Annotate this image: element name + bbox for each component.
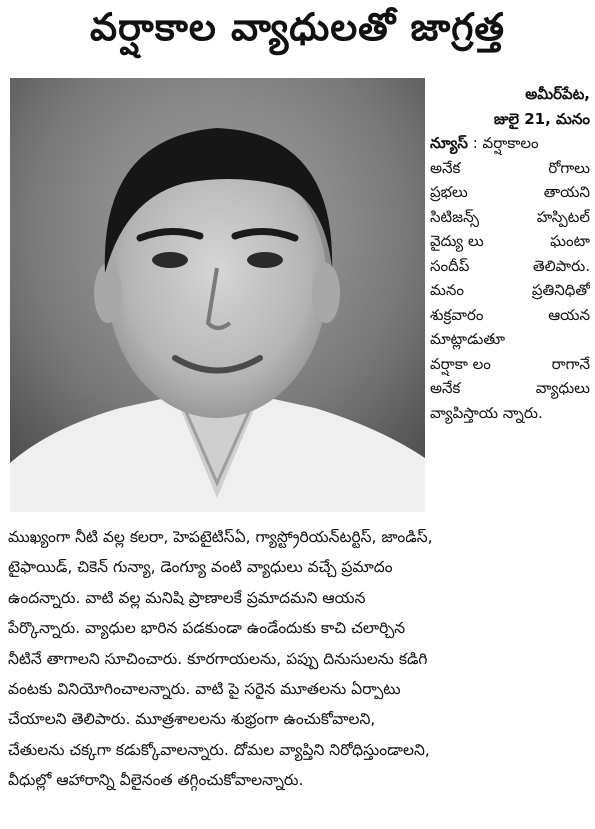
portrait-illustration xyxy=(10,78,425,512)
column-word: హస్పిటల్ xyxy=(536,207,590,226)
body-line: చేతులను చక్కగా కడుక్కోవాలన్నారు. దోమల వ్యాప్తిని నిరోధిస్తుండాలని, xyxy=(8,740,430,759)
column-line xyxy=(430,254,590,279)
body-line: టైఫాయిడ్, చికెన్ గున్యా, డెంగ్యూ వంటి వ్యాధులు వచ్చే ప్రమాదం xyxy=(8,558,393,577)
body-line: వీధుల్లో ఆహారాన్ని వీలైనంత తగ్గించుకోవాలన్నారు. xyxy=(8,771,304,790)
column-line xyxy=(430,180,590,205)
column-word: వ్యాధులు xyxy=(535,379,590,397)
column-word: అనేక xyxy=(430,379,461,397)
column-word: శుక్రవారం xyxy=(430,305,484,324)
column-word: ప్రతినిధితో xyxy=(531,281,590,299)
column-word: వర్షాకా లం xyxy=(430,354,491,373)
body-line: పేర్కొన్నారు. వ్యాధుల భారిన పడకుండా ఉండేందుకు కాచి చలార్చిన xyxy=(8,619,406,638)
column-line xyxy=(430,352,590,377)
headline: వర్షాకాల వ్యాధులతో జాగ్రత్త xyxy=(90,5,505,49)
column-word: వ్యాపిస్తాయ న్నారు. xyxy=(430,403,543,422)
dateline-source-rest: : వర్షాకాలం xyxy=(472,134,539,152)
body-line: ముఖ్యంగా నీటి వల్ల కలరా, హెపటైటిస్‌ఏ, గ్యాస్ట్రోరియన్‌టర్టిస్, జాండిస్, xyxy=(8,528,433,546)
column-word: ఘంటా xyxy=(550,232,590,250)
column-line xyxy=(430,278,590,303)
column-word: సందీప్ xyxy=(430,256,470,275)
column-word: సిటిజన్స్ xyxy=(430,207,479,226)
column-line xyxy=(430,303,590,328)
column-word: రోగాలు xyxy=(548,158,590,177)
body-line: నీటినే తాగాలని సూచించారు. కూరగాయలను, పప్పు దినుసులను కడిగి xyxy=(8,649,428,668)
body-line: చేయాలని తెలిపారు. మూత్రశాలలను శుభ్రంగా ఉంచుకోవాలని, xyxy=(8,710,376,729)
column-word: ఆయన xyxy=(548,305,590,324)
column-word: మనం xyxy=(430,281,465,299)
column-word: మాట్లాడుతూ xyxy=(430,330,506,348)
column-word: వైద్యు లు xyxy=(430,232,484,250)
column-word: తెలిపారు. xyxy=(533,256,590,275)
column-word: తాయని xyxy=(543,183,590,201)
column-line xyxy=(430,327,590,352)
column-line xyxy=(430,401,590,426)
column-line xyxy=(430,376,590,401)
article-body xyxy=(8,522,588,796)
body-line: వంటకు వినియోగించాలన్నారు. వాటి పై సరైన మూతలను ఏర్పాటు xyxy=(8,679,401,698)
column-line xyxy=(430,205,590,230)
dateline-source-name: న్యూస్ xyxy=(430,134,468,152)
body-line: ఉందన్నారు. వాటి వల్ల మనిషి ప్రాణాలకే ప్రమాదమని ఆయన xyxy=(8,588,366,607)
side-column xyxy=(430,82,590,425)
column-word: ప్రభలు xyxy=(430,183,468,201)
dateline-place: అమీర్‌పేట, xyxy=(525,85,590,103)
column-line xyxy=(430,229,590,254)
column-word: అనేక xyxy=(430,158,461,177)
portrait-photo xyxy=(10,78,425,512)
dateline-date: జులై 21, మనం xyxy=(493,109,590,128)
column-word: రాగానే xyxy=(551,354,590,373)
dateline-source xyxy=(430,131,590,156)
column-line xyxy=(430,156,590,181)
